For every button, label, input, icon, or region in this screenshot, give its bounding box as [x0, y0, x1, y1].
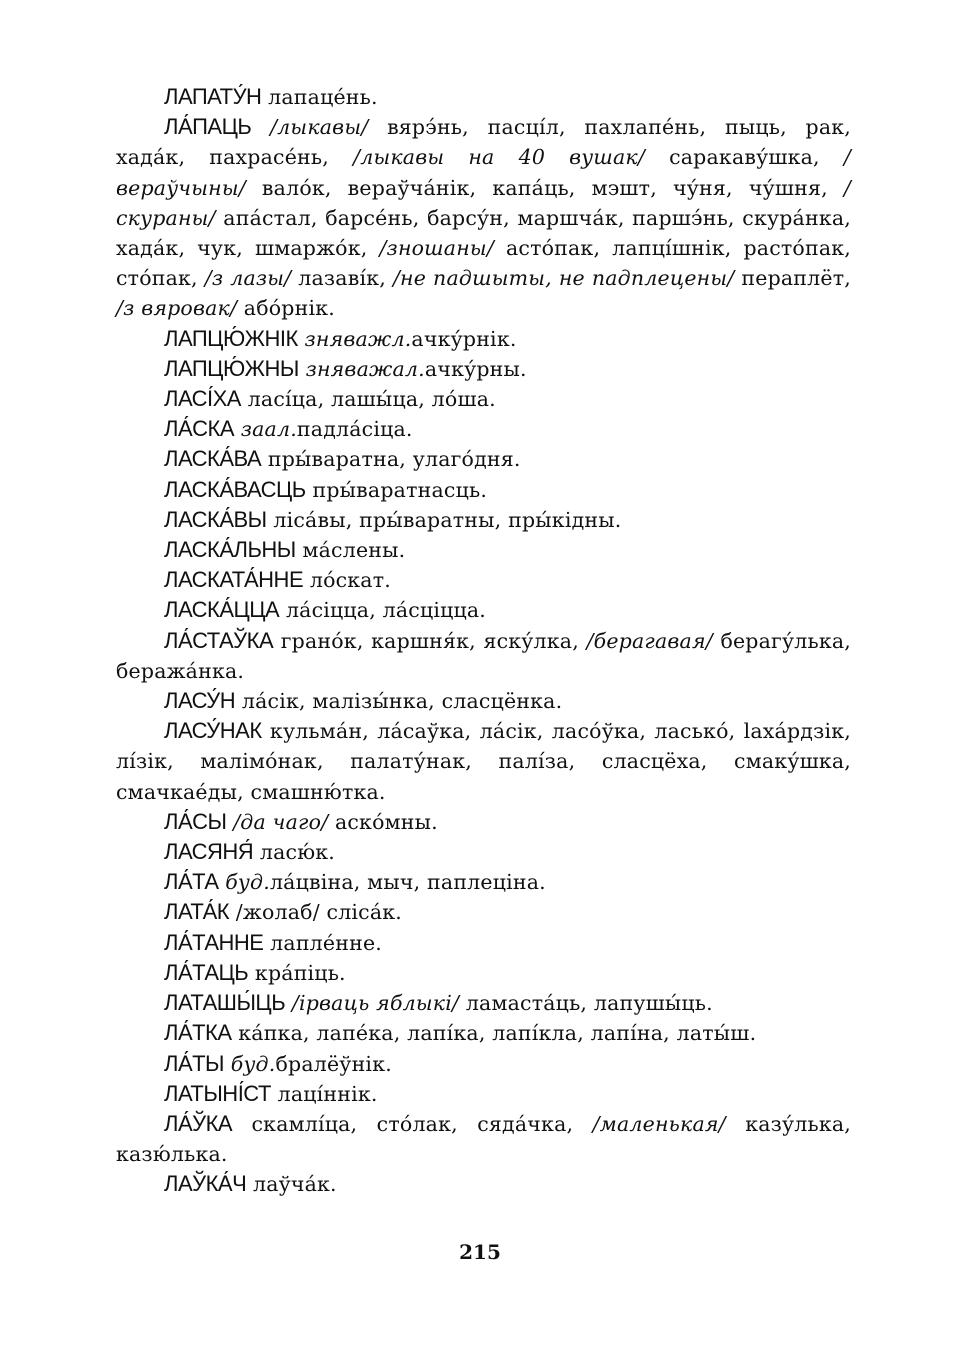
entry-headword: ЛАСЯНЯ́	[164, 839, 254, 865]
entry-note: /лыкавы на 40 вушак/	[353, 145, 645, 170]
dictionary-entry	[116, 928, 851, 958]
entry-synonyms	[299, 357, 306, 381]
dictionary-entry	[116, 807, 851, 837]
entry-synonyms: лазаві́к,	[291, 266, 393, 291]
entry-synonyms: казу́лька, казю́лька.	[116, 1111, 851, 1167]
entry-headword: ЛАТА́К	[164, 899, 230, 925]
entry-synonyms: вярэ́нь, пасці́л, пахлапе́нь, пыць, рак, хада́к, пахрасе́нь,	[116, 115, 852, 170]
entry-headword: ЛАЎКА́Ч	[164, 1171, 247, 1197]
dictionary-entry	[116, 475, 851, 505]
dictionary-entry	[116, 112, 851, 323]
entry-headword: ЛА́ТКА	[164, 1020, 232, 1046]
entry-synonyms: бралёўнік.	[275, 1051, 392, 1076]
entry-synonyms: ка́пка, лапе́ка, лапі́ка, лапі́кла, лапі́на, латы́ш.	[231, 1021, 757, 1046]
entry-synonyms: лапле́нне.	[263, 930, 383, 955]
entry-synonyms: асто́пак, лапці́шнік, расто́пак, сто́пак,	[116, 236, 851, 291]
entry-headword: ЛА́ТЫ	[164, 1050, 225, 1076]
entry-synonyms: ла́цвіна, мыч, паплеціна.	[269, 870, 546, 895]
entry-synonyms: грано́к, каршня́к, яску́лка,	[273, 628, 587, 653]
entry-note: /да чаго/	[233, 809, 329, 834]
entry-synonyms: ласі́ца, лашы́ца, ло́ша.	[240, 387, 496, 412]
entry-synonyms: ачку́рны.	[424, 356, 527, 381]
entry-headword: ЛАСІ́ХА	[164, 386, 241, 412]
entry-headword: ЛАТАШЫ́ЦЬ	[164, 990, 286, 1016]
entry-note: /не падшыты, не падплецены/	[392, 266, 735, 291]
dictionary-entry	[116, 354, 851, 384]
entry-headword: ЛА́СТАЎКА	[164, 627, 274, 653]
entry-headword: ЛА́ТАЦЬ	[164, 959, 249, 985]
entry-synonyms: скамлі́ца, сто́лак, сяда́чка,	[232, 1111, 593, 1136]
dictionary-entry	[116, 1049, 851, 1079]
entry-headword: ЛАСКА́ЦЦА	[164, 597, 280, 623]
entry-headword: ЛАТЫНІ́СТ	[164, 1080, 271, 1106]
entry-headword: ЛАПЦЮ́ЖНЫ	[164, 355, 299, 381]
dictionary-entry	[116, 716, 851, 807]
entry-synonyms: ласю́к.	[253, 840, 336, 865]
entry-synonyms: лаўча́к.	[246, 1172, 337, 1197]
entry-synonyms	[251, 115, 270, 139]
entry-headword: ЛА́ЎКА	[164, 1110, 233, 1136]
entry-synonyms: аско́мны.	[328, 809, 438, 834]
dictionary-entry	[116, 1079, 851, 1109]
entry-note: буд.	[230, 1051, 276, 1076]
entry-note: зняважал.	[305, 356, 425, 381]
entry-synonyms: ламаста́ць, лапушы́ць.	[459, 991, 713, 1016]
page-number: 215	[459, 1240, 501, 1264]
entry-headword: ЛАСКА́ВА	[164, 446, 262, 472]
entry-synonyms: берагу́лька, беража́нка.	[116, 628, 851, 683]
dictionary-entry	[116, 444, 851, 474]
entry-headword: ЛАСУ́Н	[164, 688, 236, 714]
entry-synonyms: падла́сіца.	[296, 417, 413, 442]
entry-synonyms: лапаце́нь.	[261, 85, 378, 109]
entry-synonyms: або́рнік.	[237, 296, 335, 321]
entry-note: /з вяровак/	[116, 296, 238, 321]
entry-note: /скураны/	[116, 175, 851, 230]
entry-synonyms: ла́сіцца, ла́сціцца.	[279, 598, 487, 623]
entry-headword: ЛАСУ́НАК	[164, 718, 262, 744]
entry-headword: ЛАСКА́ЛЬНЫ	[164, 537, 296, 563]
dictionary-entry	[116, 958, 851, 988]
dictionary-entry	[116, 595, 851, 625]
entry-synonyms: пераплёт,	[734, 266, 851, 291]
dictionary-entry	[116, 324, 851, 354]
dictionary-entry	[116, 1018, 851, 1048]
entry-synonyms: апа́стал, барсе́нь, барсу́н, маршча́к, паршэ́нь, скура́нка, хада́к, чук, шмаржо́к,	[116, 205, 851, 261]
entry-synonyms: вало́к, вераўча́нік, капа́ць, мэшт, чу́ня, чу́шня,	[245, 175, 844, 200]
entry-headword: ЛА́СКА	[164, 416, 234, 442]
entry-note: зняважл.	[304, 326, 412, 351]
dictionary-entry	[116, 414, 851, 444]
entry-note: буд.	[225, 870, 270, 895]
dictionary-entry	[116, 1169, 851, 1199]
entry-headword: ЛАПЦЮ́ЖНІК	[164, 325, 298, 351]
entry-note: заал.	[240, 417, 297, 442]
entry-synonyms: ла́сік, малізы́нка, сласцёнка.	[235, 689, 563, 714]
entry-synonyms: кра́піць.	[248, 960, 346, 985]
entry-synonyms: ло́скат.	[303, 568, 391, 593]
entry-synonyms: пры́варатнасць.	[305, 477, 488, 502]
entry-note: /лыкавы/	[270, 115, 369, 140]
entry-headword: ЛА́СЫ	[164, 808, 227, 834]
dictionary-entry	[116, 565, 851, 595]
entry-headword: ЛАСКА́ВЫ	[164, 506, 267, 532]
dictionary-entry	[116, 837, 851, 867]
entry-headword: ЛА́ТА	[164, 869, 219, 895]
entry-synonyms	[234, 417, 241, 441]
entry-synonyms	[298, 327, 305, 351]
dictionary-page	[116, 82, 851, 1200]
entry-note: /маленькая/	[592, 1111, 726, 1136]
dictionary-entry	[116, 626, 851, 686]
dictionary-entry	[116, 1109, 851, 1169]
entry-note: /ірваць яблыкі/	[291, 991, 460, 1016]
dictionary-entry	[116, 535, 851, 565]
entry-synonyms	[224, 1052, 231, 1076]
dictionary-entry	[116, 867, 851, 897]
entry-synonyms: пры́варатна, улаго́дня.	[261, 447, 521, 472]
dictionary-entry	[116, 686, 851, 716]
entry-note: /зношаны/	[379, 236, 494, 261]
entry-headword: ЛА́ТАННЕ	[164, 929, 264, 955]
entry-synonyms: /жолаб/ сліса́к.	[229, 900, 403, 925]
entry-headword: ЛАСКАТА́ННЕ	[164, 567, 304, 593]
dictionary-entry	[116, 988, 851, 1018]
dictionary-entry	[116, 505, 851, 535]
entry-note: /вераўчыны/	[116, 145, 851, 200]
dictionary-entry	[116, 897, 851, 927]
entry-synonyms: лаці́ннік.	[270, 1081, 378, 1106]
dictionary-entry	[116, 384, 851, 414]
entry-synonyms: кульма́н, ла́саўка, ла́сік, ласо́ўка, ласько́, laха́рдзік, лі́зік, малімо́нак, палату́нак, палі́за, сласцёха, смаку́шка, смачкае́ды, смашню́тка.	[116, 719, 851, 804]
entry-synonyms: ма́слены.	[295, 538, 406, 563]
entry-synonyms: ачку́рнік.	[411, 326, 517, 351]
entry-synonyms: саракаву́шка,	[644, 145, 844, 170]
entry-synonyms: ліса́вы, пры́варатны, пры́кідны.	[266, 507, 622, 532]
entry-headword: ЛАПАТУ́Н	[164, 84, 262, 109]
entry-headword: ЛА́ПАЦЬ	[164, 114, 252, 140]
dictionary-entry	[116, 82, 851, 112]
entry-synonyms	[285, 991, 292, 1015]
entry-note: /берагавая/	[586, 628, 713, 653]
entry-headword: ЛАСКА́ВАСЦЬ	[164, 476, 306, 502]
entry-note: /з лазы/	[204, 266, 292, 291]
